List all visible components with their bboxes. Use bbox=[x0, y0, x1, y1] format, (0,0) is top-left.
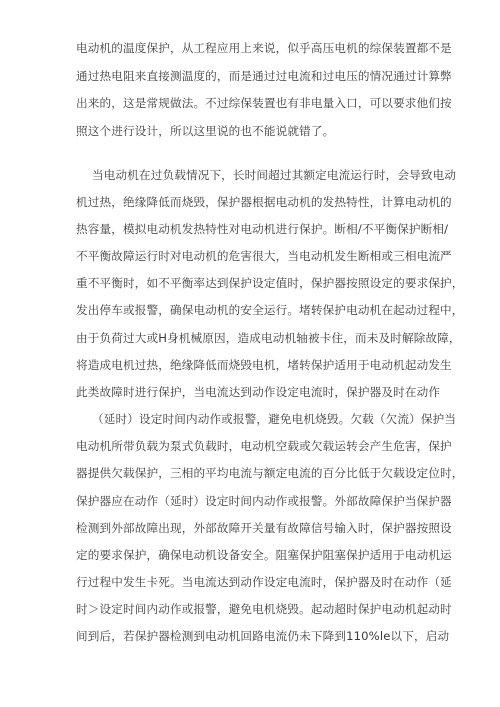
text-line: （延时）设定时间内动作或报警，避免电机烧毁。欠载（欠流）保护当 bbox=[92, 412, 457, 426]
text-line: 当电动机在过负载情况下，长时间超过其额定电流运行时，会导致电动 bbox=[92, 168, 457, 182]
text-line: 由于负荷过大或H身机械原因，造成电动机轴被卡住，而未及时解除故障， bbox=[76, 331, 461, 345]
text-line: 将造成电机过热，绝缘降低而烧毁电机，堵转保护适用于电动机起动发生 bbox=[76, 358, 452, 372]
text-line: 通过热电阻来直接测温度的，而是通过过电流和过电压的情况通过计算弊 bbox=[76, 69, 452, 83]
text-line: 照这个进行设计，所以这里说的也不能说就错了。 bbox=[76, 124, 335, 138]
text-line: 重不平衡时，如不平衡率达到保护设定值时，保护器按照设定的要求保护， bbox=[76, 276, 464, 290]
text-line: 热容量，模拟电动机发热特性对电动机进行保护。断相/不平衡保护断相/ bbox=[76, 222, 449, 236]
text-line: 电动机所带负载为泵式负载时，电动机空载或欠载运转会产生危害，保护 bbox=[76, 439, 452, 453]
text-line: 出来的，这是常规做法。不过综保装置也有非电量入口，可以要求他们按 bbox=[76, 96, 452, 110]
text-line: 间到后，若保护器检测到电动机回路电流仍未下降到110%le以下，启动 bbox=[76, 629, 450, 643]
text-line: 行过程中发生卡死。当电流达到动作设定电流时，保护器及时在动作（延 bbox=[76, 575, 452, 589]
text-line: 检测到外部故障出现，外部故障开关量有故障信号输入时，保护器按照设 bbox=[76, 521, 452, 535]
text-line: 定的要求保护，确保电动机设备安全。阻塞保护阻塞保护适用于电动机运 bbox=[76, 548, 452, 562]
text-line: 保护器应在动作（延时）设定时间内动作或报警。外部故障保护当保护器 bbox=[76, 494, 452, 508]
text-line: 不平衡故障运行时对电动机的危害很大，当电动机发生断相或三相电流严 bbox=[76, 249, 452, 263]
text-line: 电动机的温度保护，从工程应用上来说，似乎高压电机的综保装置都不是 bbox=[76, 41, 452, 55]
text-line: 时＞设定时间内动作或报警，避免电机烧毁。起动超时保护电动机起动时 bbox=[76, 602, 452, 616]
text-line: 此类故障时进行保护，当电流达到动作设定电流时，保护器及时在动作 bbox=[76, 385, 441, 399]
text-line: 器提供欠载保护，三相的平均电流与额定电流的百分比低于欠载设定位时， bbox=[76, 466, 464, 480]
text-line: 发出停车或报警，确保电动机的安全运行。堵转保护电动机在起动过程中， bbox=[76, 303, 464, 317]
text-line: 机过热，绝缘降低而烧毁，保护器根据电动机的发热特性，计算电动机的 bbox=[76, 195, 452, 209]
